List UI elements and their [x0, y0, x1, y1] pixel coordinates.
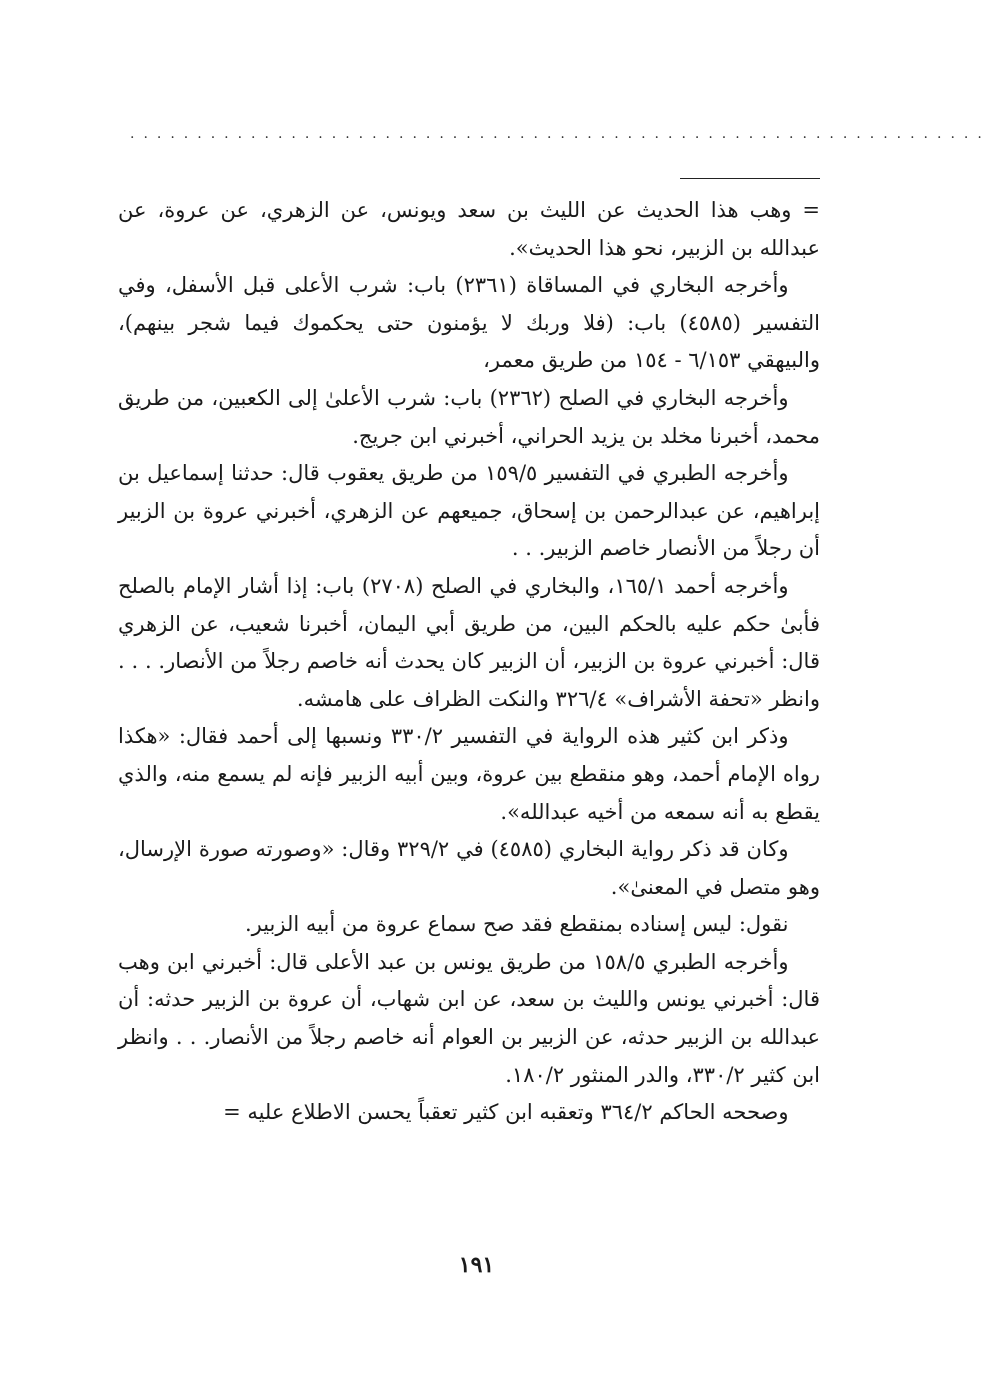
paragraph-9: وأخرجه الطبري ١٥٨/٥ من طريق يونس بن عبد الأعلى قال: أخبرني ابن وهب قال: أخبرني يونس والليث بن سعد، عن ابن شهاب، أن عروة بن الزبير حدثه: أن عبدالله بن الزبير حدثه، عن الزبير بن العوام أنه خاصم رجلاً من الأنصار. . . وانظر ابن كثير ٣٣٠/٢، والدر المنثور ١٨٠/٢. [118, 949, 820, 1087]
footnote-rule [680, 178, 820, 179]
dotted-separator: ................................................................ [130, 126, 991, 142]
paragraph-10: وصححه الحاكم ٣٦٤/٢ وتعقبه ابن كثير تعقباً يحسن الاطلاع عليه = [223, 1100, 789, 1125]
footnote-text [118, 192, 820, 1132]
paragraph-3: وأخرجه البخاري في الصلح (٢٣٦٢) باب: شرب الأعلىٰ إلى الكعبين، من طريق محمد، أخبرنا مخلد بن يزيد الحراني، أخبرني ابن جريج. [118, 385, 820, 448]
paragraph-2: وأخرجه البخاري في المساقاة (٢٣٦١) باب: شرب الأعلى قبل الأسفل، وفي التفسير (٤٥٨٥) باب: (فلا وربك لا يؤمنون حتى يحكموك فيما شجر بينهم)، والبيهقي ٦/١٥٣ - ١٥٤ من طريق معمر، [118, 273, 821, 373]
paragraph-7: وكان قد ذكر رواية البخاري (٤٥٨٥) في ٣٢٩/٢ وقال: «وصورته صورة الإرسال، وهو متصل في المعنىٰ». [118, 837, 820, 899]
paragraph-8: نقول: ليس إسناده بمنقطع فقد صح سماع عروة من أبيه الزبير. [244, 912, 789, 937]
page-number: ١٩١ [458, 1252, 495, 1278]
paragraph-6: وذكر ابن كثير هذه الرواية في التفسير ٣٣٠/٢ ونسبها إلى أحمد فقال: «هكذا رواه الإمام أحمد، وهو منقطع بين عروة، وبين أبيه الزبير فإنه لم يسمع منه، والذي يقطع به أنه سمعه من أخيه عبدالله». [118, 724, 820, 824]
paragraph-1: = وهب هذا الحديث عن الليث بن سعد ويونس، عن الزهري، عن عروة، عن عبدالله بن الزبير، نحو هذا الحديث». [118, 198, 820, 260]
paragraph-4: وأخرجه الطبري في التفسير ١٥٩/٥ من طريق يعقوب قال: حدثنا إسماعيل بن إبراهيم، عن عبدالرحمن بن إسحاق، جميعهم عن الزهري، أخبرني عروة بن الزبير أن رجلاً من الأنصار خاصم الزبير. . . [118, 461, 820, 561]
paragraph-5: وأخرجه أحمد ١٦٥/١، والبخاري في الصلح (٢٧٠٨) باب: إذا أشار الإمام بالصلح فأبىٰ حكم عليه بالحكم البين، من طريق أبي اليمان، أخبرنا شعيب، عن الزهري قال: أخبرني عروة بن الزبير، أن الزبير كان يحدث أنه خاصم رجلاً من الأنصار. . . . وانظر «تحفة الأشراف» ٣٢٦/٤ والنكت الظراف على هامشه. [118, 573, 820, 711]
